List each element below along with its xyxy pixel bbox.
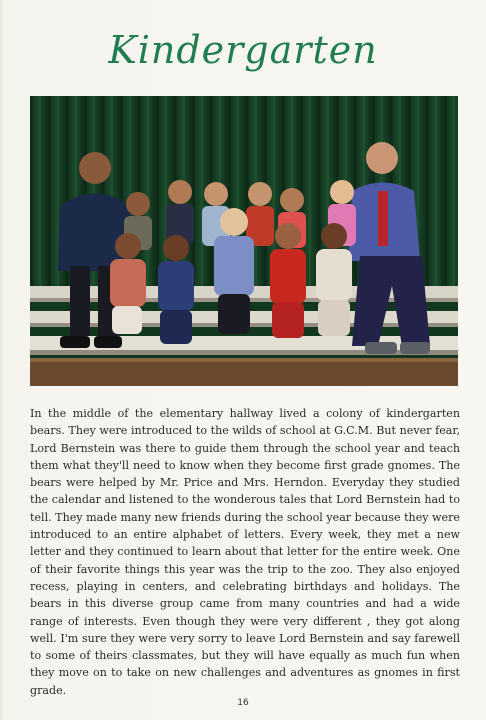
- page-title: Kindergarten: [108, 28, 378, 72]
- page-number: 16: [237, 698, 249, 708]
- class-photo: [30, 96, 458, 386]
- article-body: In the middle of the elementary hallway lived a colony of kindergarten bears. They were introduced to the wilds of school at G.C.M. But never fear, Lord Bernstein was there to guide them through the school year and teach them what they'll need to know when they become first grade gnomes. The bears were helped by Mr. Price and Mrs. Herndon. Everyday they studied the calendar and listened to the wonderous tales that Lord Bernstein had to tell. They made many new friends during the school year because they were introduced to an entire alphabet of letters. Every week, they met a new letter and they continued to learn about that letter for the entire week. One of their favorite things this year was the trip to the zoo. They also enjoyed recess, playing in centers, and celebrating birthdays and holidays. The bears in this diverse group came from many countries and had a wide range of interests. Even though they were very different , they got along well. I'm sure they were very sorry to leave Lord Bernstein and say farewell to some of theirs classmates, but they will have equally as much fun when they move on to take on new challenges and adventures as gnomes in first grade.: [30, 407, 460, 697]
